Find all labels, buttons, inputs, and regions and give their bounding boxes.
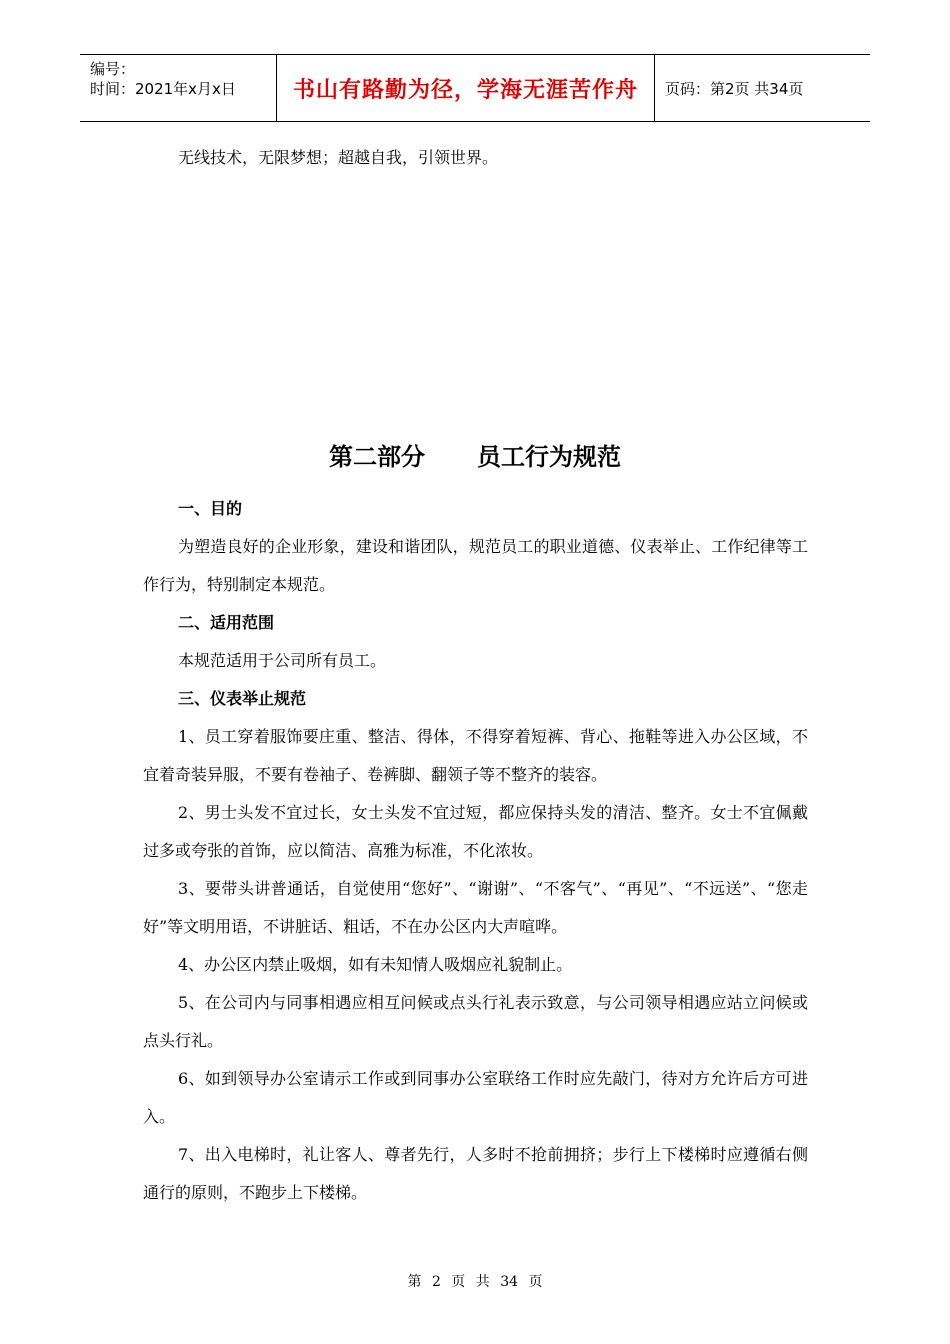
section-paragraph: 1、员工穿着服饰要庄重、整洁、得体，不得穿着短裤、背心、拖鞋等进入办公区域，不宜着奇装异服，不要有卷袖子、卷裤脚、翻领子等不整齐的装容。 — [143, 727, 808, 784]
section-paragraph: 6、如到领导办公室请示工作或到同事办公室联络工作时应先敲门，待对方允许后方可进入。 — [143, 1069, 808, 1126]
section-heading-conduct: 三、仪表举止规范 — [178, 689, 307, 708]
section-paragraph: 5、在公司内与同事相遇应相互问候或点头行礼表示致意，与公司领导相遇应站立问候或点头行礼。 — [143, 993, 808, 1050]
page-footer: 第 2 页 共 34 页 — [407, 1274, 543, 1290]
section-paragraph: 7、出入电梯时，礼让客人、尊者先行，人多时不抢前拥挤；步行上下楼梯时应遵循右侧通行的原则，不跑步上下楼梯。 — [143, 1145, 808, 1202]
section-heading-scope: 二、适用范围 — [178, 613, 275, 632]
part-number: 第二部分 — [329, 443, 425, 471]
section-paragraph: 4、办公区内禁止吸烟，如有未知情人吸烟应礼貌制止。 — [178, 955, 573, 974]
company-slogan: 无线技术，无限梦想；超越自我，引领世界。 — [178, 148, 499, 167]
section-paragraph: 2、男士头发不宜过长，女士头发不宜过短，都应保持头发的清洁、整齐。女士不宜佩戴过多或夸张的首饰，应以简洁、高雅为标准，不化浓妆。 — [143, 803, 808, 860]
header-meta — [80, 55, 276, 121]
section-heading-purpose: 一、目的 — [178, 499, 243, 518]
header-motto: 书山有路勤为径，学海无涯苦作舟 — [276, 55, 655, 121]
section-paragraph: 3、要带头讲普通话，自觉使用“您好”、“谢谢”、“不客气”、“再见”、“不远送”、“您走好”等文明用语，不讲脏话、粗话，不在办公区内大声喧哗。 — [143, 879, 808, 936]
document-body — [143, 490, 808, 1212]
section-paragraph: 为塑造良好的企业形象，建设和谐团队，规范员工的职业道德、仪表举止、工作纪律等工作行为，特别制定本规范。 — [143, 537, 808, 594]
document-number-label: 编号： — [90, 60, 136, 78]
section-paragraph: 本规范适用于公司所有员工。 — [178, 651, 387, 670]
header-page-info: 页码：第2页 共34页 — [665, 79, 804, 98]
document-time-label: 时间：2021年x月x日 — [90, 80, 236, 98]
page-header — [80, 54, 870, 122]
part-title — [0, 437, 950, 472]
part-name: 员工行为规范 — [477, 443, 621, 471]
